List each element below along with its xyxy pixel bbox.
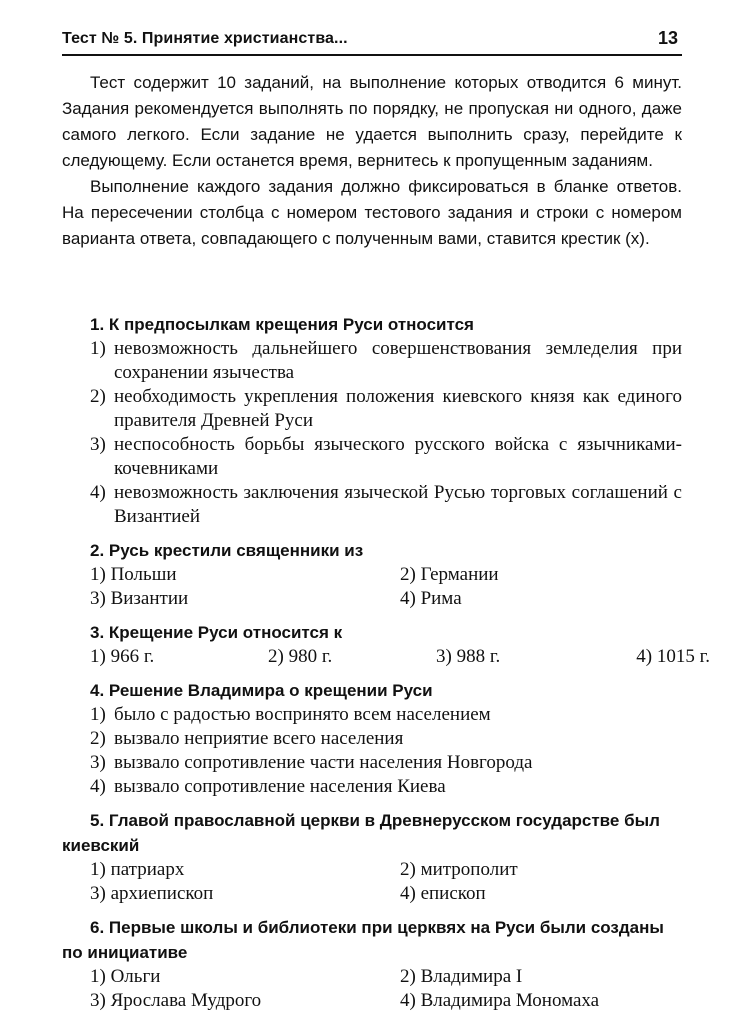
answer-options — [62, 563, 682, 611]
option-number: 2) — [90, 386, 106, 407]
option-number: 4) — [90, 776, 106, 797]
answer-option: 2) Германии — [400, 564, 499, 585]
header-title: Тест № 5. Принятие христианства... — [62, 30, 348, 47]
page-number: 13 — [657, 28, 678, 48]
answer-option: 2) 980 г. — [268, 646, 333, 667]
option-number: 4) — [90, 482, 106, 503]
question-2 — [62, 538, 682, 611]
instructions-paragraph-2: Выполнение каждого задания должно фиксироваться в бланке ответов. На пересечении столбца с номером тестового задания и строки с номером варианта ответа, совпадающего с полученным вами, ставится крестик (x). — [62, 177, 682, 248]
option-number: 1) — [90, 338, 106, 359]
question-6 — [62, 915, 682, 1013]
answer-option: 4) 1015 г. — [636, 646, 710, 667]
answer-option: 1) патриарх — [90, 859, 185, 880]
answer-options — [62, 645, 710, 669]
answer-option: 2) Владимира I — [400, 966, 523, 987]
answer-option: 1) 966 г. — [90, 646, 155, 667]
question-4 — [62, 678, 682, 799]
option-text: невозможность дальнейшего совершенствования земледелия при сохранении язычества — [114, 338, 682, 383]
option-text: вызвало сопротивление части населения Новгорода — [114, 752, 533, 773]
option-text: вызвало неприятие всего населения — [114, 728, 404, 749]
option-number: 1) — [90, 704, 106, 725]
answer-option: 1) Ольги — [90, 966, 161, 987]
question-1 — [62, 312, 682, 529]
answer-option: 3) 988 г. — [436, 646, 501, 667]
answer-options — [62, 965, 682, 1013]
answer-option — [62, 775, 682, 799]
answer-option — [62, 385, 682, 433]
question-5 — [62, 808, 682, 906]
question-title: 2. Русь крестили священники из — [90, 541, 364, 560]
instructions-paragraph-1: Тест содержит 10 заданий, на выполнение которых отводится 6 минут. Задания рекомендуется выполнять по порядку, не пропуская ни одного, даже самого легкого. Если задание не удается выполнить сразу, перейдите к следующему. Если останется время, вернитесь к пропущенным заданиям. — [62, 73, 682, 170]
answer-option: 2) митрополит — [400, 859, 518, 880]
option-number: 2) — [90, 728, 106, 749]
question-title: 5. Главой православной церкви в Древнерусском государстве был киевский — [62, 811, 660, 855]
question-title: 3. Крещение Руси относится к — [90, 623, 343, 642]
question-list — [62, 312, 710, 1022]
running-header — [62, 30, 682, 56]
option-text: необходимость укрепления положения киевского князя как единого правителя Древней Руси — [114, 386, 682, 431]
option-text: неспособность борьбы языческого русского войска с язычниками-кочевниками — [114, 434, 682, 479]
answer-option: 3) архиепископ — [90, 883, 214, 904]
answer-options — [62, 858, 682, 906]
answer-option: 1) Польши — [90, 564, 177, 585]
answer-option — [62, 727, 682, 751]
question-3 — [62, 620, 710, 669]
question-title: 6. Первые школы и библиотеки при церквях на Руси были созданы по инициативе — [62, 918, 664, 962]
instructions — [62, 70, 682, 252]
question-title: 4. Решение Владимира о крещении Руси — [90, 681, 433, 700]
question-title: 1. К предпосылкам крещения Руси относится — [90, 315, 474, 334]
option-text: вызвало сопротивление населения Киева — [114, 776, 446, 797]
answer-option: 3) Ярослава Мудрого — [90, 990, 262, 1011]
answer-option: 4) Рима — [400, 588, 462, 609]
answer-option: 4) Владимира Мономаха — [400, 990, 600, 1011]
answer-options — [62, 337, 682, 529]
answer-options — [62, 703, 682, 799]
answer-option — [62, 337, 682, 385]
answer-option: 3) Византии — [90, 588, 189, 609]
answer-option — [62, 751, 682, 775]
answer-option: 4) епископ — [400, 883, 486, 904]
answer-option — [62, 703, 682, 727]
answer-option — [62, 433, 682, 481]
option-text: невозможность заключения языческой Русью торговых соглашений с Византией — [114, 482, 682, 527]
option-number: 3) — [90, 752, 106, 773]
option-number: 3) — [90, 434, 106, 455]
answer-option — [62, 481, 682, 529]
option-text: было с радостью воспринято всем населением — [114, 704, 491, 725]
